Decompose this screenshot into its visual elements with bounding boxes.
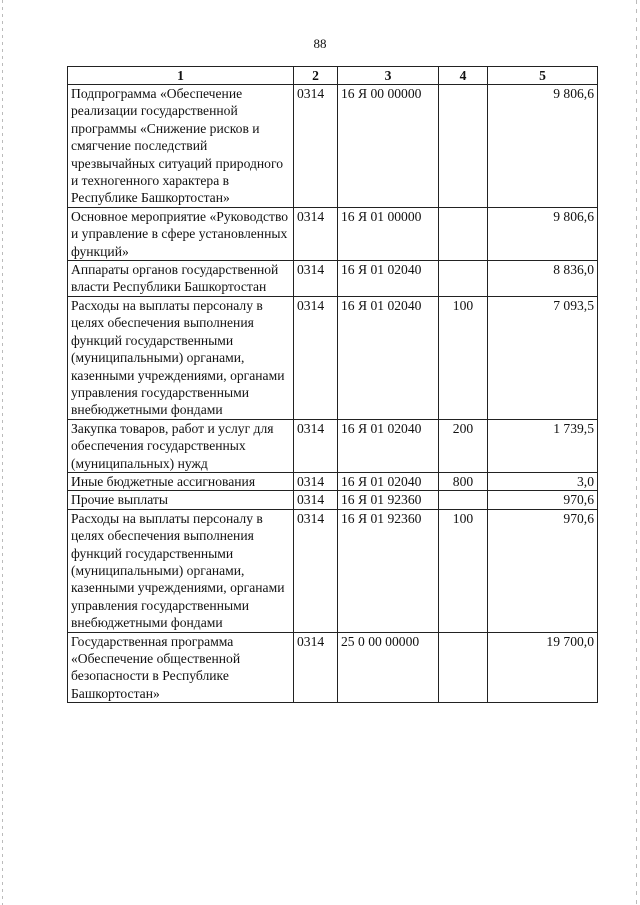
row-section-cell: 0314: [294, 261, 338, 297]
row-target-cell: 16 Я 01 92360: [338, 509, 439, 632]
table-row: [68, 632, 598, 703]
row-amount-cell: 970,6: [488, 491, 598, 509]
row-type-cell: [439, 491, 488, 509]
row-target-cell: 16 Я 01 92360: [338, 491, 439, 509]
row-target-cell: 16 Я 01 00000: [338, 207, 439, 260]
row-amount-cell: 1 739,5: [488, 419, 598, 472]
row-type-cell: 800: [439, 472, 488, 490]
row-amount-cell: 9 806,6: [488, 207, 598, 260]
row-name-cell: Основное мероприятие «Руководство и управление в сфере установленных функций»: [68, 207, 294, 260]
table-row: [68, 261, 598, 297]
row-target-cell: 16 Я 01 02040: [338, 419, 439, 472]
table-row: [68, 509, 598, 632]
row-amount-cell: 8 836,0: [488, 261, 598, 297]
row-type-cell: [439, 85, 488, 208]
scan-edge-right: [636, 0, 637, 905]
row-type-cell: [439, 261, 488, 297]
header-cell-5: 5: [488, 67, 598, 85]
header-cell-4: 4: [439, 67, 488, 85]
row-type-cell: 100: [439, 509, 488, 632]
table-row: [68, 296, 598, 419]
scan-edge-left: [2, 0, 3, 905]
row-type-cell: 100: [439, 296, 488, 419]
table-row: [68, 472, 598, 490]
row-amount-cell: 9 806,6: [488, 85, 598, 208]
row-type-cell: [439, 207, 488, 260]
row-target-cell: 16 Я 00 00000: [338, 85, 439, 208]
row-amount-cell: 970,6: [488, 509, 598, 632]
row-target-cell: 16 Я 01 02040: [338, 261, 439, 297]
table-row: [68, 207, 598, 260]
row-section-cell: 0314: [294, 207, 338, 260]
row-amount-cell: 3,0: [488, 472, 598, 490]
page-number: 88: [313, 36, 327, 51]
header-cell-3: 3: [338, 67, 439, 85]
row-section-cell: 0314: [294, 296, 338, 419]
row-name-cell: Иные бюджетные ассигнования: [68, 472, 294, 490]
row-name-cell: Закупка товаров, работ и услуг для обеспечения государственных (муниципальных) нужд: [68, 419, 294, 472]
row-name-cell: Расходы на выплаты персоналу в целях обеспечения выполнения функций государственными (муниципальными) органами, казенными учреждениями, органами управления государственными внебюджетными фондами: [68, 509, 294, 632]
row-type-cell: [439, 632, 488, 703]
row-name-cell: Государственная программа «Обеспечение общественной безопасности в Республике Башкортостан»: [68, 632, 294, 703]
table-row: [68, 419, 598, 472]
row-name-cell: Подпрограмма «Обеспечение реализации государственной программы «Снижение рисков и смягчение последствий чрезвычайных ситуаций природного и техногенного характера в Республике Башкортостан»: [68, 85, 294, 208]
budget-table: [67, 66, 598, 703]
row-section-cell: 0314: [294, 85, 338, 208]
header-cell-1: 1: [68, 67, 294, 85]
row-section-cell: 0314: [294, 419, 338, 472]
row-target-cell: 16 Я 01 02040: [338, 296, 439, 419]
row-name-cell: Расходы на выплаты персоналу в целях обеспечения выполнения функций государственными (муниципальными) органами, казенными учреждениями, органами управления государственными внебюджетными фондами: [68, 296, 294, 419]
table-row: [68, 491, 598, 509]
row-name-cell: Аппараты органов государственной власти Республики Башкортостан: [68, 261, 294, 297]
row-section-cell: 0314: [294, 632, 338, 703]
row-amount-cell: 7 093,5: [488, 296, 598, 419]
header-cell-2: 2: [294, 67, 338, 85]
row-target-cell: 25 0 00 00000: [338, 632, 439, 703]
row-amount-cell: 19 700,0: [488, 632, 598, 703]
header-row: [68, 67, 598, 85]
table-row: [68, 85, 598, 208]
row-name-cell: Прочие выплаты: [68, 491, 294, 509]
row-target-cell: 16 Я 01 02040: [338, 472, 439, 490]
row-section-cell: 0314: [294, 472, 338, 490]
row-section-cell: 0314: [294, 491, 338, 509]
row-type-cell: 200: [439, 419, 488, 472]
row-section-cell: 0314: [294, 509, 338, 632]
